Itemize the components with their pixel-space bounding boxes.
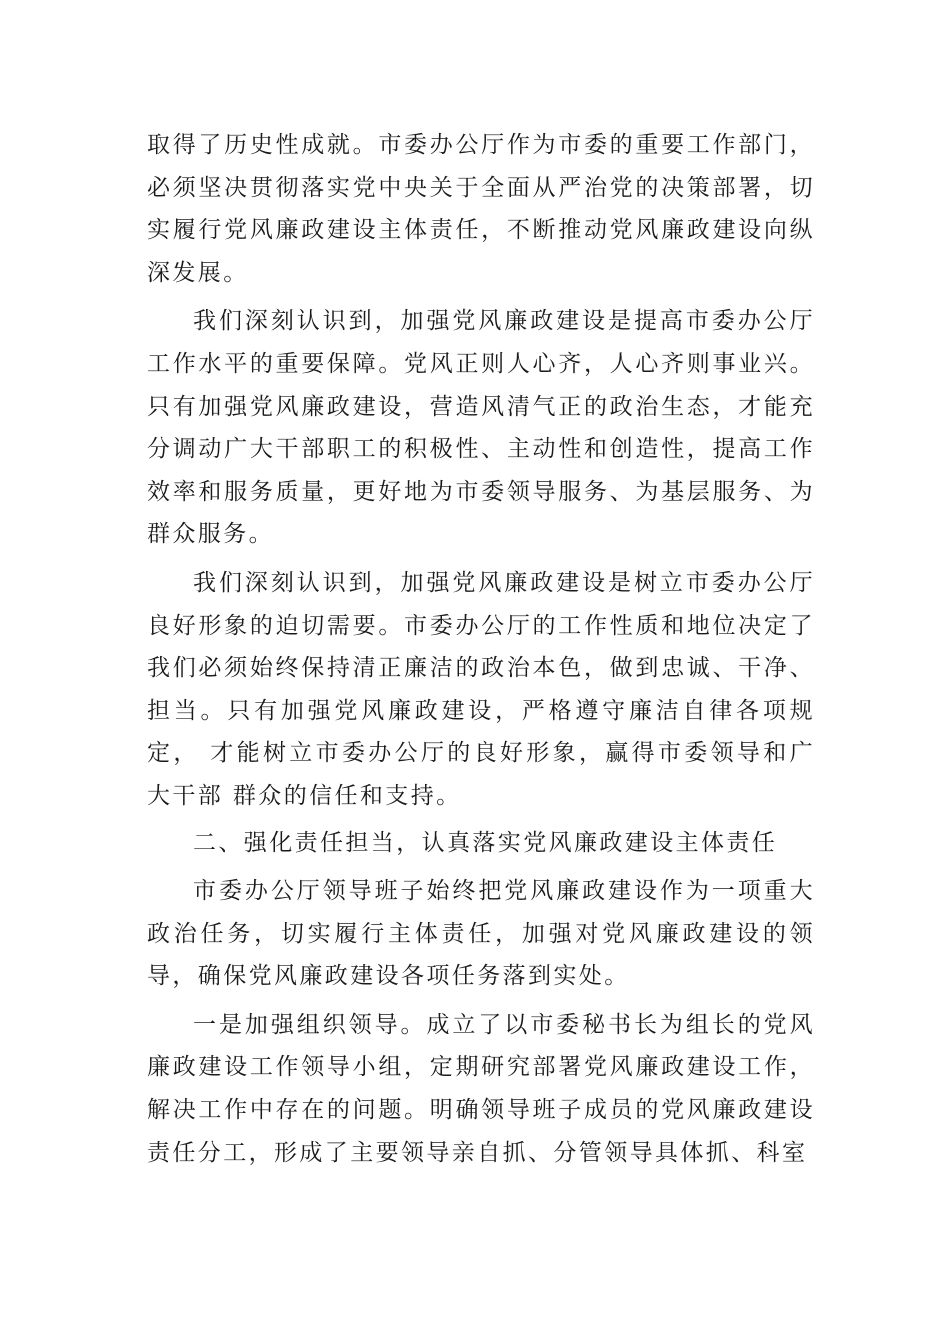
paragraph-organization-leadership: 一是加强组织领导。成立了以市委秘书长为组长的党风廉政建设工作领导小组，定期研究部署党风廉政建设工作，解决工作中存在的问题。明确领导班子成员的党风廉政建设责任分工，形成了主要领导亲自抓、分管领导具体抓、科室 xyxy=(147,1011,815,1166)
paragraph-awareness-image: 我们深刻认识到，加强党风廉政建设是树立市委办公厅良好形象的迫切需要。市委办公厅的工作性质和地位决定了我们必须始终保持清正廉洁的政治本色，做到忠诚、干净、担当。只有加强党风廉政建设，严格遵守廉洁自律各项规定， 才能树立市委办公厅的良好形象，赢得市委领导和广大干部 群众的信任和支持。 xyxy=(147,569,815,809)
section-heading-responsibility: 二、强化责任担当，认真落实党风廉政建设主体责任 xyxy=(193,829,778,856)
paragraph-awareness-work-level: 我们深刻认识到，加强党风廉政建设是提高市委办公厅工作水平的重要保障。党风正则人心齐，人心齐则事业兴。只有加强党风廉政建设，营造风清气正的政治生态，才能充分调动广大干部职工的积极性、主动性和创造性，提高工作效率和服务质量，更好地为市委领导服务、为基层服务、为群众服务。 xyxy=(147,308,815,548)
document-body xyxy=(147,124,815,1174)
paragraph-continuation: 取得了历史性成就。市委办公厅作为市委的重要工作部门，必须坚决贯彻落实党中央关于全面从严治党的决策部署，切实履行党风廉政建设主体责任，不断推动党风廉政建设向纵深发展。 xyxy=(147,132,815,286)
paragraph-leadership-team: 市委办公厅领导班子始终把党风廉政建设作为一项重大政治任务，切实履行主体责任，加强对党风廉政建设的领导，确保党风廉政建设各项任务落到实处。 xyxy=(147,878,815,990)
